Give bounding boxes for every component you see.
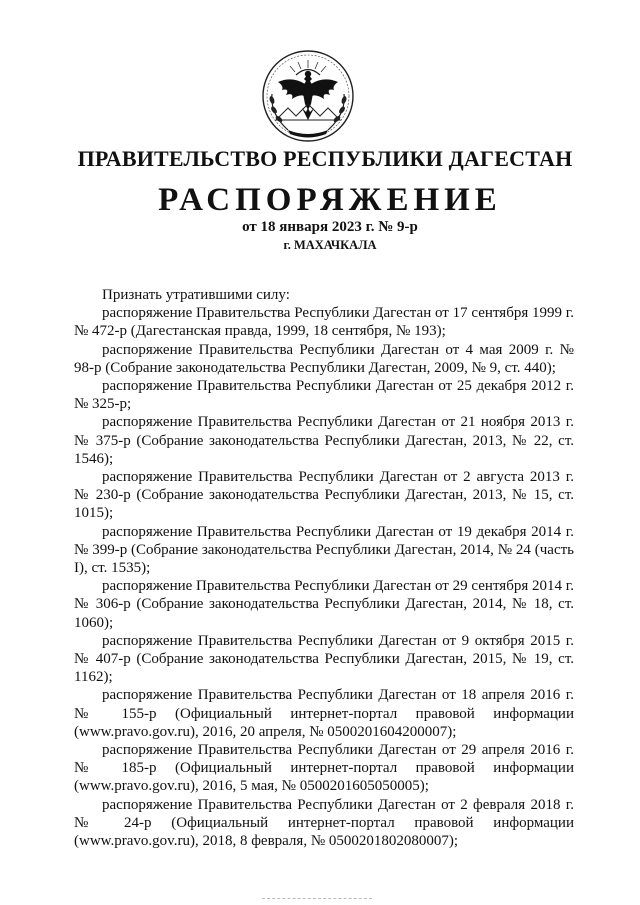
document-date-number: от 18 января 2023 г. № 9-р xyxy=(242,219,418,235)
list-item: распоряжение Правительства Республики Дагестан от 2 февраля 2018 г. № 24-р (Официальный интернет-портал правовой информации (www.pravo.gov.ru), 2018, 8 февраля, № 0500201802080007); xyxy=(74,796,574,850)
document-type: РАСПОРЯЖЕНИЕ xyxy=(158,182,502,218)
document-body xyxy=(74,286,574,850)
list-item: распоряжение Правительства Республики Дагестан от 4 мая 2009 г. № 98-р (Собрание законодательства Республики Дагестан, 2009, № 9, ст. 440); xyxy=(74,341,574,376)
government-title: ПРАВИТЕЛЬСТВО РЕСПУБЛИКИ ДАГЕСТАН xyxy=(77,146,573,171)
list-item: распоряжение Правительства Республики Дагестан от 18 апреля 2016 г. № 155-р (Официальный интернет-портал правовой информации (www.pravo.gov.ru), 2016, 20 апреля, № 0500201604200007); xyxy=(74,687,574,740)
document-city: г. МАХАЧКАЛА xyxy=(283,238,377,252)
list-item: распоряжение Правительства Республики Дагестан от 25 декабря 2012 г. № 325-р; xyxy=(74,378,574,413)
list-item: распоряжение Правительства Республики Дагестан от 17 сентября 1999 г. № 472-р (Дагестанская правда, 1999, 18 сентября, № 193); xyxy=(74,305,574,340)
coat-of-arms-icon xyxy=(258,48,358,144)
list-item: распоряжение Правительства Республики Дагестан от 29 апреля 2016 г. № 185-р (Официальный интернет-портал правовой информации (www.pravo.gov.ru), 2016, 5 мая, № 0500201605050005); xyxy=(74,742,574,795)
list-item: распоряжение Правительства Республики Дагестан от 2 августа 2013 г. № 230-р (Собрание законодательства Республики Дагестан, 2013, № 15, ст. 1015); xyxy=(74,469,574,522)
list-item: распоряжение Правительства Республики Дагестан от 19 декабря 2014 г. № 399-р (Собрание законодательства Республики Дагестан, 2014, № 24 (часть I), ст. 1535); xyxy=(74,523,574,577)
page-bottom-rule xyxy=(262,898,372,899)
list-item: распоряжение Правительства Республики Дагестан от 21 ноября 2013 г. № 375-р (Собрание законодательства Республики Дагестан, 2013, № 22, ст. 1546); xyxy=(74,414,574,467)
list-item: распоряжение Правительства Республики Дагестан от 29 сентября 2014 г. № 306-р (Собрание законодательства Республики Дагестан, 2014, № 18, ст. 1060); xyxy=(74,578,574,631)
list-item: распоряжение Правительства Республики Дагестан от 9 октября 2015 г. № 407-р (Собрание законодательства Республики Дагестан, 2015, № 19, ст. 1162); xyxy=(74,632,574,686)
intro-line: Признать утратившими силу: xyxy=(102,287,290,303)
